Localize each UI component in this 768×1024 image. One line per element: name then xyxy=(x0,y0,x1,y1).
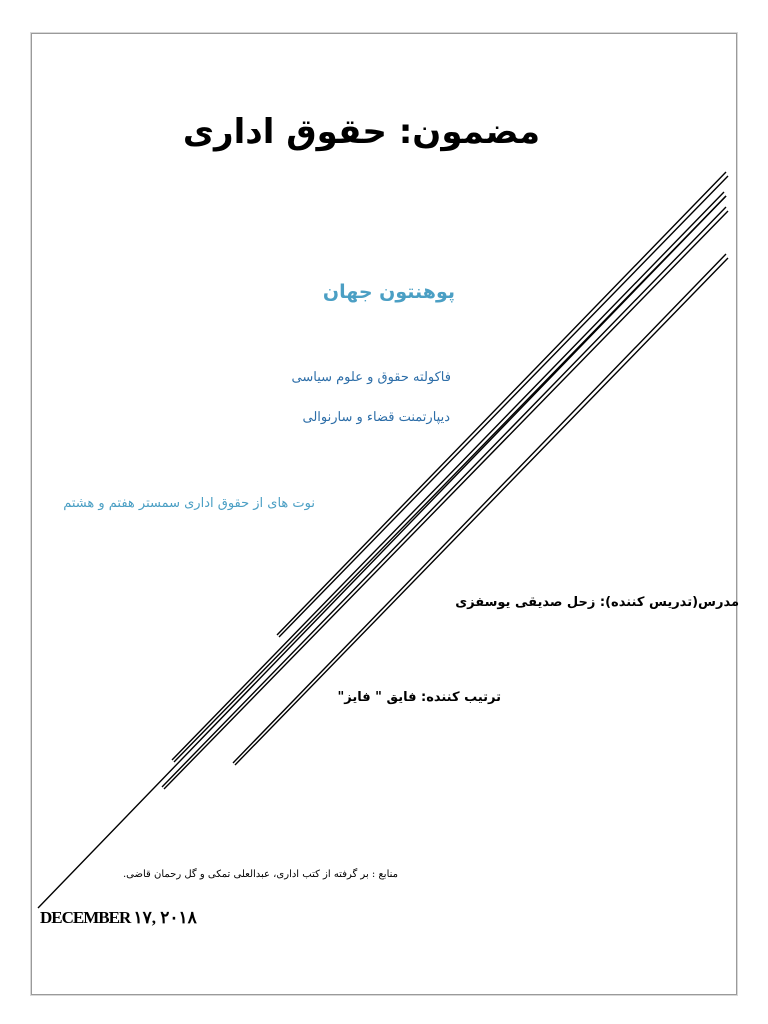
department-name: دیپارتمنت قضاء و سارنوالی xyxy=(302,410,450,425)
instructor-line: مدرس(تدریس کننده): زحل صدیقی یوسفزی xyxy=(455,595,739,610)
diagonal-line-4b xyxy=(235,258,728,765)
notes-title: نوت های از حقوق اداری سمستر هفتم و هشتم xyxy=(63,496,315,511)
sources-line: منابع : بر گرفته از کتب اداری، عبدالعلی تمکی و گل رحمان قاضی. xyxy=(122,869,398,880)
compiler-line: ترتیب کننده: فایق " فایز" xyxy=(337,690,501,705)
subject-title: مضمون: حقوق اداری xyxy=(182,112,540,152)
faculty-name: فاکولته حقوق و علوم سیاسی xyxy=(291,370,451,385)
document-date: DECEMBER ۱۷, ۲۰۱۸ xyxy=(40,908,197,927)
diagonal-line-1 xyxy=(277,172,726,635)
diagonal-line-1b xyxy=(279,176,728,637)
university-name: پوهنتون جهان xyxy=(322,281,455,303)
diagonal-line-2 xyxy=(172,192,724,760)
